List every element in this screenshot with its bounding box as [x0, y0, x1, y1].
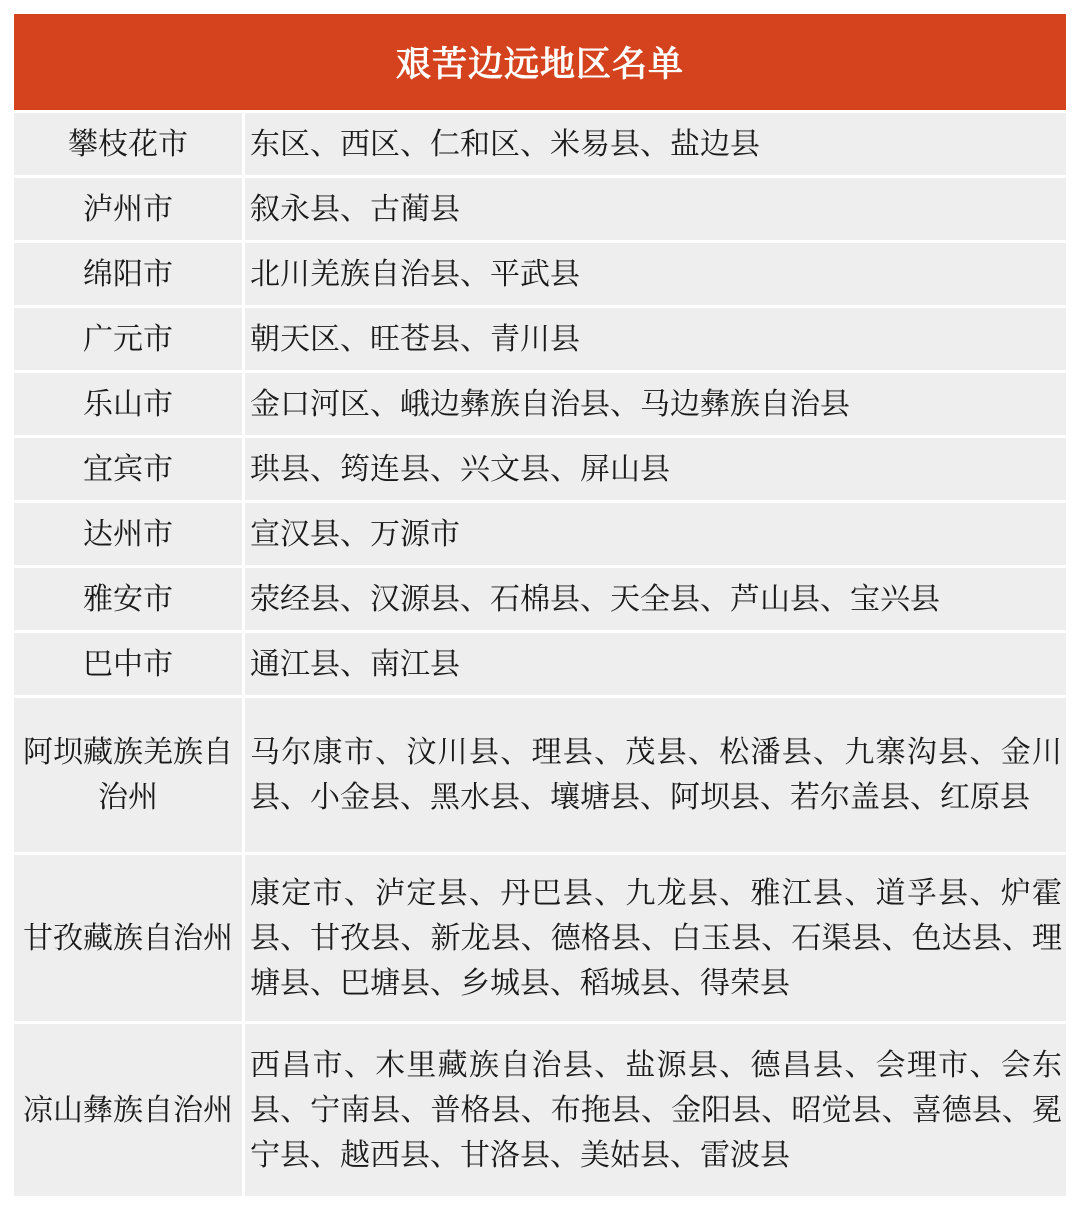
- region-cell: 凉山彝族自治州: [14, 1024, 242, 1196]
- remote-areas-table: [14, 14, 1066, 1196]
- areas-cell: 北川羌族自治县、平武县: [245, 243, 1066, 305]
- table-row: [14, 438, 1066, 500]
- table-row: [14, 178, 1066, 240]
- region-cell: 达州市: [14, 503, 242, 565]
- areas-cell: 珙县、筠连县、兴文县、屏山县: [245, 438, 1066, 500]
- table-title: 艰苦边远地区名单: [14, 14, 1066, 110]
- areas-cell: 通江县、南江县: [245, 633, 1066, 695]
- region-cell: 甘孜藏族自治州: [14, 855, 242, 1021]
- table-row: [14, 568, 1066, 630]
- table-row: [14, 243, 1066, 305]
- region-cell: 乐山市: [14, 373, 242, 435]
- table-row: [14, 1024, 1066, 1196]
- region-cell: 攀枝花市: [14, 113, 242, 175]
- table-row: [14, 373, 1066, 435]
- region-cell: 广元市: [14, 308, 242, 370]
- region-cell: 巴中市: [14, 633, 242, 695]
- areas-cell: 荥经县、汉源县、石棉县、天全县、芦山县、宝兴县: [245, 568, 1066, 630]
- table-row: [14, 855, 1066, 1021]
- areas-cell: 东区、西区、仁和区、米易县、盐边县: [245, 113, 1066, 175]
- areas-cell: 康定市、泸定县、丹巴县、九龙县、雅江县、道孚县、炉霍县、甘孜县、新龙县、德格县、白玉县、石渠县、色达县、理塘县、巴塘县、乡城县、稻城县、得荣县: [245, 855, 1066, 1021]
- region-cell: 绵阳市: [14, 243, 242, 305]
- region-cell: 阿坝藏族羌族自治州: [14, 698, 242, 852]
- table-row: [14, 308, 1066, 370]
- region-cell: 泸州市: [14, 178, 242, 240]
- table-row: [14, 698, 1066, 852]
- areas-cell: 西昌市、木里藏族自治县、盐源县、德昌县、会理市、会东县、宁南县、普格县、布拖县、金阳县、昭觉县、喜德县、冕宁县、越西县、甘洛县、美姑县、雷波县: [245, 1024, 1066, 1196]
- table-row: [14, 113, 1066, 175]
- region-cell: 雅安市: [14, 568, 242, 630]
- areas-cell: 宣汉县、万源市: [245, 503, 1066, 565]
- areas-cell: 朝天区、旺苍县、青川县: [245, 308, 1066, 370]
- table-row: [14, 503, 1066, 565]
- region-cell: 宜宾市: [14, 438, 242, 500]
- table-row: [14, 633, 1066, 695]
- areas-cell: 叙永县、古蔺县: [245, 178, 1066, 240]
- areas-cell: 马尔康市、汶川县、理县、茂县、松潘县、九寨沟县、金川县、小金县、黑水县、壤塘县、阿坝县、若尔盖县、红原县: [245, 698, 1066, 852]
- areas-cell: 金口河区、峨边彝族自治县、马边彝族自治县: [245, 373, 1066, 435]
